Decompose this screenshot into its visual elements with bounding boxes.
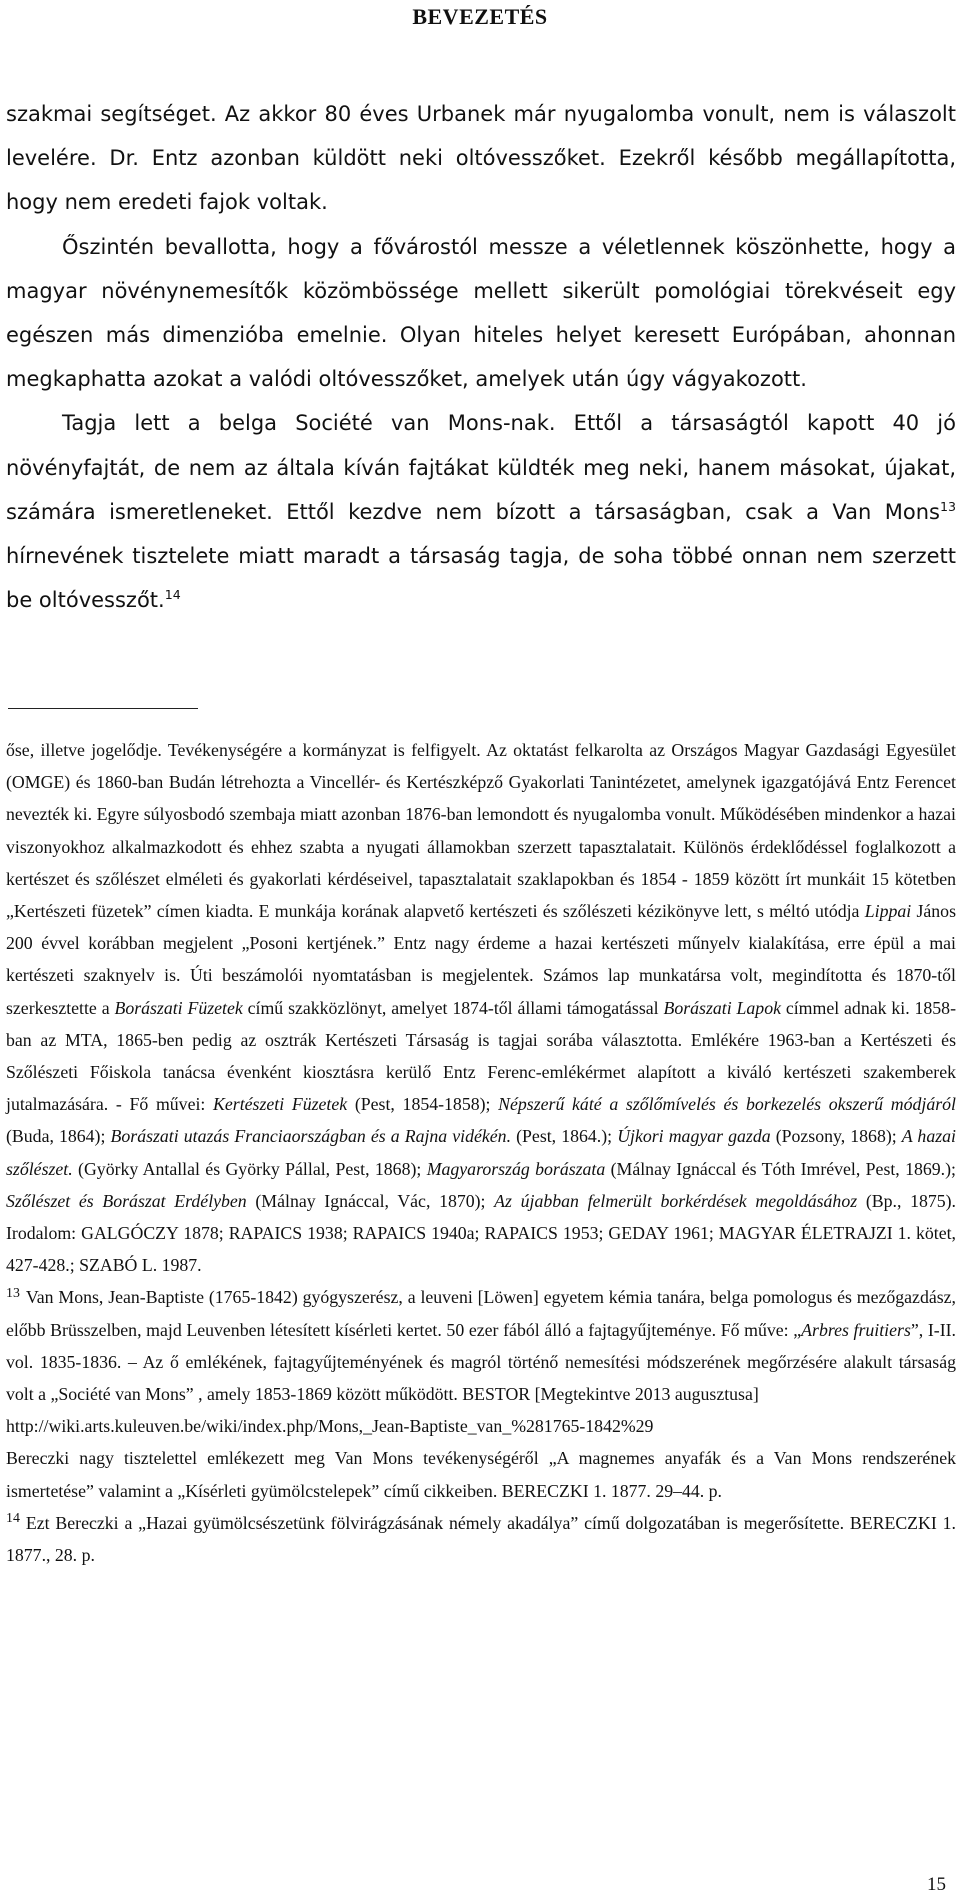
paragraph: szakmai segítséget. Az akkor 80 éves Urbanek már nyugalomba vonult, nem is válaszolt levelére. Dr. Entz azonban küldött neki oltóvesszőket. Ezekről később megállapította, hogy nem eredeti fajok voltak. [6, 102, 956, 215]
footnotes [6, 734, 956, 1571]
footnote-text: Van Mons, Jean-Baptiste (1765-1842) gyógyszerész, a leuveni [Löwen] egyetem kémia tanára, belga pomologus és mezőgazdász, előbb Brüsszelben, majd Leuvenben létesített kísérleti kertet. 50 ezer fából álló a fajtagyűjteménye. Fő műve: „ [6, 1287, 956, 1340]
footnote-13-url[interactable]: http://wiki.arts.kuleuven.be/wiki/index.php/Mons,_Jean-Baptiste_van_%281765-1842%29 [6, 1416, 654, 1437]
footnote-text: címmel adnak ki. 1858-ban az MTA, 1865-ben pedig az osztrák Kertészeti Társaság is tagjai sorába választotta. Emlékére 1963-ban a Kertészeti és Szőlészeti Főiskola tanácsa évenként kiosztásra kerülő Entz Ferenc-emlékérmet alapított a kiváló kertészeti szakemberek jutalmazására. - Fő művei: [6, 997, 956, 1115]
footnote-italic: Borászati Lapok [663, 997, 781, 1018]
footnote-italic: Népszerű káté a szőlőmívelés és borkezelés okszerű módjáról [498, 1094, 956, 1115]
footnote-14 [6, 1507, 956, 1571]
main-text [6, 92, 956, 622]
footnote-italic: Borászati utazás Franciaországban és a Rajna vidékén. [110, 1126, 512, 1147]
footnote-text: Ezt Bereczki a „Hazai gyümölcsészetünk fölvirágzásának némely akadálya” című dolgozatában is megerősítette. BERECZKI 1. 1877., 28. p. [6, 1512, 956, 1566]
paragraph-text: Tagja lett a belga Société van Mons-nak. Ettől a társaságtól kapott 40 jó növényfajtát, de nem az általa kíván fajtákat küldték meg neki, hanem másokat, újakat, számára ismeretleneket. Ettől kezdve nem bízott a társaságban, csak a Van Mons [6, 411, 956, 524]
running-header: BEVEZETÉS [412, 4, 548, 29]
footnote-reference-13[interactable]: 13 [939, 498, 956, 514]
footnote-text: (Málnay Ignáccal, Vác, 1870); [246, 1190, 495, 1211]
footnote-text: (Málnay Ignáccal és Tóth Imrével, Pest, 1869.); [605, 1158, 956, 1179]
footnote-number: 14 [6, 1510, 20, 1526]
paragraph-text: hírnevének tisztelete miatt maradt a társaság tagja, de soha többé onnan nem szerzett be oltóvesszőt. [6, 544, 956, 613]
footnote-text: (Buda, 1864); [6, 1126, 111, 1147]
footnote-13 [6, 1281, 956, 1410]
footnote-separator [8, 708, 198, 709]
footnote-italic: Kertészeti Füzetek [213, 1094, 348, 1115]
footnote-reference-14[interactable]: 14 [164, 587, 181, 603]
footnote-text: (Pozsony, 1868); [770, 1126, 902, 1147]
footnote-italic: Újkori magyar gazda [617, 1126, 771, 1147]
footnote-text: (Györky Antallal és Györky Pállal, Pest, 1868); [72, 1158, 427, 1179]
footnote-italic: Magyarország borászata [426, 1158, 606, 1179]
paragraph: Őszintén bevallotta, hogy a fővárostól messze a véletlennek köszönhette, hogy a magyar növénynemesítők közömbössége mellett sikerült pomológiai törekvéseit egy egészen más dimenzióba emelnie. Olyan hiteles helyet keresett Európában, ahonnan megkaphatta azokat a valódi oltóvesszőket, amelyek után úgy vágyakozott. [6, 234, 956, 392]
footnote-text: (Bp., 1875). Irodalom: GALGÓCZY 1878; RAPAICS 1938; RAPAICS 1940a; RAPAICS 1953; GEDAY 1961; MAGYAR ÉLETRAJZI 1. kötet, 427-428.; SZABÓ L. 1987. [6, 1190, 956, 1276]
footnote-text: ”, I-II. vol. 1835-1836. – Az ő emlékének, fajtagyűjteményének és magról történő nemesítési módszerének megőrzésére alakult társaság volt a „Société van Mons” , amely 1853-1869 között működött. BESTOR [Megtekintve 2013 augusztusa] [6, 1319, 956, 1405]
footnote-italic: Arbres fruitiers [801, 1319, 911, 1340]
footnote-text: János 200 évvel korábban megjelent „Posoni kertjének.” Entz nagy érdeme a hazai kertészeti műnyelv kialakítása, erre épül a mai kertészeti szaknyelv is. Úti beszámolói nyomtatásban is megjelentek. Számos lap munkatársa volt, megindította és 1870-től szerkesztette a [6, 901, 956, 1018]
footnote-italic: Az újabban felmerült borkérdések megoldásához [494, 1190, 858, 1211]
footnote-italic: Szőlészet és Borászat Erdélyben [6, 1190, 247, 1211]
footnote-text: (Pest, 1864.); [511, 1126, 618, 1147]
footnote-text: című szakközlönyt, amelyet 1874-től állami támogatással [242, 997, 664, 1018]
footnote-number: 13 [6, 1285, 20, 1301]
footnote-text: (Pest, 1854-1858); [347, 1094, 499, 1115]
page-number: 15 [927, 1874, 946, 1895]
footnote-italic: A hazai szőlészet. [6, 1126, 956, 1179]
paragraph [6, 401, 956, 622]
footnote-13-continued: Bereczki nagy tisztelettel emlékezett meg Van Mons tevékenységéről „A magnemes anyafák és a Van Mons rendszerének ismertetése” valamint a „Kísérleti gyümölcstelepek” című cikkeiben. BERECZKI 1. 1877. 29–44. p. [6, 1448, 956, 1501]
footnote-12-continued [6, 734, 956, 1281]
footnote-italic: Lippai [864, 901, 912, 922]
footnote-italic: Borászati Füzetek [114, 997, 243, 1018]
footnote-text: őse, illetve jogelődje. Tevékenységére a kormányzat is felfigyelt. Az oktatást felkarolta az Országos Magyar Gazdasági Egyesület (OMGE) és 1860-ban Budán létrehozta a Vincellér- és Kertészképző Gyakorlati Tanintézetet, amelynek igazgatójává Entz Ferencet nevezték ki. Egyre súlyosbodó szembaja miatt azonban 1876-ban lemondott és nyugalomba vonult. Működésében mindenkor a hazai viszonyokhoz alkalmazkodott és ehhez szabta a nyugati államokban szerzett tapasztalatait. Különös érdeklődéssel foglalkozott a kertészet és szőlészet elméleti és gyakorlati kérdéseivel, tapasztalatait szaklapokban és 1854 - 1859 között írt munkáit 15 kötetben „Kertészeti füzetek” címen kiadta. E munkája korának alapvető kertészeti és szőlészeti kézikönyve lett, s méltó utódja [6, 740, 956, 922]
